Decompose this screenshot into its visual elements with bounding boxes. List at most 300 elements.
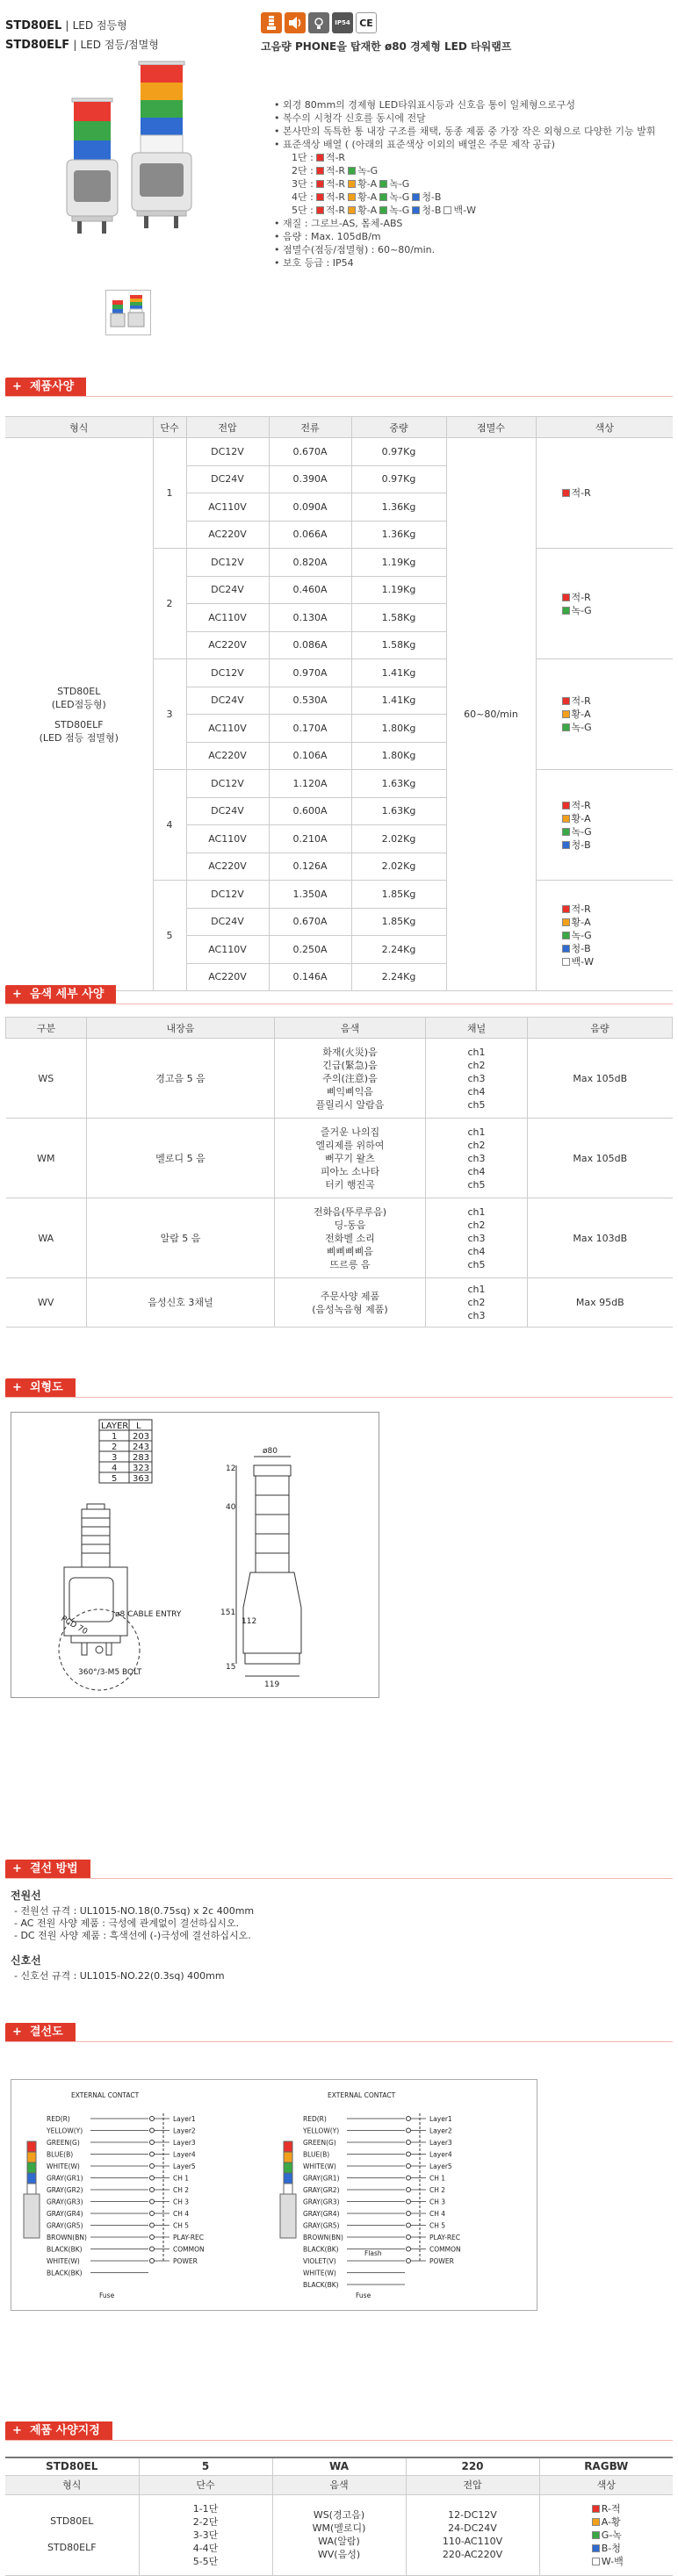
dim-40: 40 [226, 1503, 236, 1512]
wire-label: YELLOW(Y) [47, 2126, 83, 2135]
sound-volume: Max 103dB [528, 1198, 673, 1278]
order-voltage: 220-AC220V [442, 2549, 503, 2560]
spec-cell: DC24V [186, 465, 269, 493]
feature-list [274, 98, 669, 270]
order-color-name: R-적 [601, 2502, 621, 2515]
color-swatch-icon [444, 206, 451, 214]
contact-terminal [407, 2188, 411, 2192]
color-swatch-icon [562, 489, 570, 497]
contact-terminal [407, 2223, 411, 2227]
stage-color-name: 적-R [325, 178, 346, 190]
wire-label: RED(R) [47, 2115, 70, 2123]
spec-color-name: 녹-G [571, 722, 592, 733]
spec-color-row [537, 812, 674, 825]
sound-row [6, 1278, 673, 1328]
channel-item: ch2 [467, 1139, 486, 1151]
tone-item: 삐익삐익음 [326, 1085, 374, 1097]
color-swatch-icon [562, 607, 570, 615]
order-voltage: 110-AC110V [442, 2536, 503, 2547]
tone-item: 딩-동음 [334, 1219, 366, 1231]
spec-color-cell [536, 881, 673, 991]
contact-terminal [150, 2259, 155, 2263]
order-head-stage: 5 [139, 2457, 272, 2475]
color-swatch-icon [316, 193, 324, 201]
cert-icons [261, 12, 377, 35]
contact-label: CH 4 [173, 2210, 190, 2218]
order-label: 음색 [272, 2475, 406, 2494]
wire-label: GRAY(GR3) [303, 2198, 340, 2206]
wire-label: RED(R) [303, 2115, 327, 2123]
layer-num: 5 [112, 1474, 118, 1484]
layer-len: 283 [133, 1453, 150, 1463]
order-color [589, 2555, 624, 2568]
order-stage: 5-5단 [192, 2555, 219, 2567]
spec-color-name: 적-R [571, 591, 591, 603]
stage-label: 5단 : [292, 205, 314, 216]
spec-cell: 0.066A [269, 521, 351, 549]
order-voltages [406, 2494, 539, 2575]
spec-cell: 0.600A [269, 797, 351, 825]
spec-color-row [537, 604, 674, 617]
stage-color-name: 황-A [357, 178, 378, 190]
color-title: 표준색상 배열 ( (아래의 표준색상 이외의 배열은 주문 제작 공급) [283, 139, 555, 150]
lamp-layer-icon [27, 2141, 36, 2152]
order-voltage: 12-DC12V [448, 2509, 497, 2521]
feature-item: • 점멸수(점등/점멸형) : 60~80/min. [274, 243, 669, 256]
contact-label: Layer2 [429, 2126, 452, 2135]
stage-color-name: 녹-G [389, 205, 410, 216]
order-stages [139, 2494, 272, 2575]
product-subtitle: 고음량 PHONE을 탑재한 ø80 경제형 LED 타워램프 [261, 40, 512, 53]
cable-line: - DC 전원 사양 제품 : 흑색선에 (-)극성에 결선하십시오. [14, 1930, 251, 1941]
contact-label: CH 2 [173, 2186, 190, 2194]
sound-type: WS [6, 1039, 87, 1119]
color-swatch-icon [379, 180, 387, 188]
feature-item: • 복수의 시청각 신호를 동시에 전달 [274, 112, 669, 125]
stage-color-name: 적-R [325, 165, 346, 176]
spec-color-cell [536, 659, 673, 770]
spec-color-name: 황-A [571, 917, 591, 928]
spec-cell: 2.24Kg [351, 936, 446, 964]
spec-color-row [537, 708, 674, 721]
wire-label: BLACK(BK) [303, 2281, 339, 2289]
spec-color-row [537, 838, 674, 852]
feature-item: • 외경 80mm의 경제형 LED타워표시등과 신호음 통이 일체형으로구성 [274, 98, 669, 112]
diameter-label: ø80 [263, 1447, 278, 1456]
spec-cell: DC24V [186, 797, 269, 825]
stage-color-name: 적-R [325, 191, 346, 203]
spec-cell: AC110V [186, 604, 269, 632]
spec-cell: DC12V [186, 881, 269, 909]
spec-color-name: 녹-G [571, 930, 592, 941]
feature-item: • 음량 : Max. 105dB/m [274, 230, 669, 243]
product-header [0, 0, 678, 53]
lamp-layer-icon [27, 2152, 36, 2162]
contact-terminal [150, 2117, 155, 2121]
spec-cell: DC24V [186, 908, 269, 936]
spec-cell: AC220V [186, 521, 269, 549]
stage-label: 4단 : [292, 191, 314, 203]
product-thumbnail[interactable] [105, 290, 151, 335]
color-swatch-icon [592, 2544, 600, 2552]
spec-color-name: 적-R [571, 903, 591, 915]
contact-terminal [407, 2152, 411, 2156]
color-swatch-icon [592, 2558, 600, 2565]
section-title: 제품사양 [29, 380, 75, 393]
order-stage: 2-2단 [192, 2515, 219, 2528]
color-swatch-icon [562, 815, 570, 823]
feature-colors [274, 138, 669, 217]
tone-item: 삐삐삐삐음 [326, 1245, 374, 1257]
contact-label: Layer5 [173, 2162, 196, 2170]
sound-name: 음성신호 3채널 [87, 1278, 275, 1328]
spec-cell: AC110V [186, 825, 269, 853]
spec-cell: DC12V [186, 770, 269, 798]
ce-mark: CE [356, 12, 377, 33]
spec-cell: 1.63Kg [351, 770, 446, 798]
sound-type: WV [6, 1278, 87, 1328]
feature-item: • 본사만의 독특한 통 내장 구조를 채택, 동종 제품 중 가장 작은 외형으로 다양한 기능 발휘 [274, 125, 669, 138]
spec-cell: DC12V [186, 438, 269, 466]
contact-label: POWER [429, 2257, 454, 2265]
channel-item: ch3 [467, 1152, 486, 1164]
color-swatch-icon [562, 905, 570, 913]
led-icon [308, 12, 329, 33]
order-label: 형식 [5, 2475, 139, 2494]
contact-label: Layer2 [173, 2126, 196, 2135]
spec-row [5, 438, 673, 466]
spec-cell: 0.210A [269, 825, 351, 853]
contact-terminal [150, 2128, 155, 2133]
sound-volume: Max 105dB [528, 1039, 673, 1119]
spec-color-row [537, 799, 674, 812]
tone-item: 즐거운 나의집 [320, 1126, 380, 1138]
order-colors [539, 2494, 673, 2575]
spec-color-name: 황-A [571, 812, 591, 824]
spec-cell: 0.130A [269, 604, 351, 632]
stage-color-name: 황-A [357, 191, 378, 203]
dim-112: 112 [242, 1617, 257, 1626]
color-swatch-icon [592, 2531, 600, 2539]
wire-label: GRAY(GR5) [47, 2221, 83, 2230]
layer-header: L [136, 1421, 141, 1431]
contact-terminal [407, 2259, 411, 2263]
tower-lamp-icon [261, 12, 282, 33]
stage-color-row [292, 204, 669, 217]
layer-len: 323 [133, 1464, 150, 1473]
color-swatch-icon [379, 193, 387, 201]
stage-color-name: 청-B [422, 205, 442, 216]
stage-color-name: 녹-G [389, 191, 410, 203]
cable-line: - 신호선 규격 : UL1015-NO.22(0.3sq) 400mm [14, 1970, 225, 1982]
color-swatch-icon [348, 167, 356, 175]
ip54-badge: IP54 [332, 12, 353, 33]
spec-color-name: 백-W [571, 956, 594, 968]
color-swatch-icon [562, 723, 570, 731]
order-voltage: 24-DC24V [448, 2522, 497, 2534]
lamp-layer-icon [284, 2152, 292, 2162]
fuse-label: Fuse [99, 2292, 115, 2299]
spec-header-cell: 형식 [5, 417, 153, 438]
spec-cell: DC24V [186, 576, 269, 604]
spec-cell: 0.670A [269, 908, 351, 936]
spec-color-name: 적-R [571, 799, 591, 811]
spec-color-cell [536, 770, 673, 881]
section-title: 제품 사양지정 [29, 2424, 100, 2437]
dim-119: 119 [264, 1680, 280, 1689]
wire-label: GRAY(GR3) [47, 2198, 83, 2206]
stage-color-list [283, 151, 669, 217]
contact-label: CH 2 [429, 2186, 446, 2194]
spec-color-row [537, 825, 674, 838]
sound-tones [275, 1198, 426, 1278]
wire-label: VIOLET(V) [303, 2257, 336, 2265]
spec-header-cell: 단수 [153, 417, 186, 438]
external-contact-label: EXTERNAL CONTACT [71, 2091, 140, 2099]
channel-item: ch1 [467, 1126, 486, 1138]
channel-item: ch3 [467, 1072, 486, 1084]
spec-cell: 2.02Kg [351, 853, 446, 881]
stage-label: 3단 : [292, 178, 314, 190]
spec-table [5, 416, 673, 991]
lamp-layer-icon [284, 2141, 292, 2152]
sound-row [6, 1119, 673, 1198]
contact-terminal [407, 2128, 411, 2133]
spec-stage-cell: 4 [153, 770, 186, 881]
spec-color-row [537, 929, 674, 942]
layer-num: 1 [112, 1432, 118, 1442]
order-tone: WS(경고음) [313, 2509, 365, 2521]
order-color-name: A-황 [601, 2515, 621, 2528]
spec-color-cell [536, 549, 673, 659]
color-swatch-icon [562, 918, 570, 926]
tone-item: 플릴리시 알람음 [315, 1098, 385, 1111]
color-swatch-icon [316, 206, 324, 214]
layer-num: 3 [112, 1453, 118, 1463]
contact-label: CH 1 [173, 2174, 190, 2183]
order-color-name: W-백 [601, 2555, 624, 2567]
spec-cell: 0.97Kg [351, 438, 446, 466]
section-title: 외형도 [29, 1381, 63, 1394]
sound-volume: Max 105dB [528, 1119, 673, 1198]
sound-row [6, 1039, 673, 1119]
model-line-1: STD80EL | LED 점등형 [5, 19, 127, 32]
section-header-cable: + 결선 방법 [5, 1860, 90, 1879]
order-color [589, 2515, 624, 2529]
model-sub: (LED점등형) [51, 698, 106, 710]
order-table [5, 2457, 673, 2576]
product-image [53, 61, 263, 272]
cable-title: 전원선 [11, 1889, 41, 1902]
stage-color-row [292, 164, 669, 177]
stage-color-name: 녹-G [389, 178, 410, 190]
spec-cell: 1.120A [269, 770, 351, 798]
sound-tones [275, 1039, 426, 1119]
color-swatch-icon [562, 594, 570, 601]
lamp-body-icon [280, 2194, 296, 2238]
dim-12: 12 [226, 1464, 236, 1473]
spec-cell: AC220V [186, 853, 269, 881]
order-color [589, 2502, 624, 2515]
sound-header-cell: 구분 [6, 1018, 87, 1039]
contact-label: Layer1 [173, 2115, 196, 2123]
stage-color-row [292, 151, 669, 164]
order-head-color: RAGBW [539, 2457, 673, 2475]
wiring-diagram [11, 2079, 537, 2311]
wire-label: YELLOW(Y) [303, 2126, 340, 2135]
contact-label: Layer4 [173, 2150, 196, 2159]
contact-terminal [407, 2117, 411, 2121]
color-swatch-icon [592, 2505, 600, 2513]
layer-len: 363 [133, 1474, 150, 1484]
order-model: STD80ELF [47, 2542, 97, 2553]
order-tone: WV(음성) [317, 2549, 361, 2560]
section-header-dimension: + 외형도 [5, 1378, 76, 1398]
contact-terminal [150, 2223, 155, 2227]
color-swatch-icon [592, 2518, 600, 2526]
section-title: 결선도 [29, 2026, 63, 2039]
channel-item: ch1 [467, 1046, 486, 1058]
color-swatch-icon [562, 828, 570, 836]
contact-terminal [150, 2199, 155, 2204]
spec-cell: 1.19Kg [351, 576, 446, 604]
contact-label: Layer5 [429, 2162, 452, 2170]
spec-cell: 1.58Kg [351, 604, 446, 632]
layer-header: LAYER [101, 1421, 129, 1431]
color-swatch-icon [412, 206, 420, 214]
spec-cell: 1.41Kg [351, 687, 446, 715]
tone-item: 전화음(뚜루루음) [314, 1205, 386, 1218]
spec-cell: AC110V [186, 493, 269, 522]
feature-item: • 재질 : 그로브-AS, 몸체-ABS [274, 217, 669, 230]
contact-label: PLAY-REC [429, 2234, 461, 2241]
contact-terminal [407, 2212, 411, 2216]
layer-num: 4 [112, 1464, 118, 1473]
contact-label: PLAY-REC [173, 2234, 205, 2241]
order-stage: 4-4단 [192, 2542, 219, 2554]
order-tone: WM(멜로디) [312, 2522, 366, 2534]
sound-tones [275, 1119, 426, 1198]
contact-label: CH 3 [173, 2198, 190, 2206]
spec-color-name: 청-B [571, 838, 591, 851]
spec-color-row [537, 942, 674, 955]
spec-stage-cell: 2 [153, 549, 186, 659]
contact-label: CH 4 [429, 2210, 446, 2218]
spec-cell: 1.350A [269, 881, 351, 909]
spec-model-cell [5, 438, 153, 991]
cable-line: - 전원선 규격 : UL1015-NO.18(0.75sq) x 2c 400mm [14, 1905, 255, 1917]
layer-len: 203 [133, 1432, 150, 1442]
order-color-name: B-청 [601, 2542, 621, 2554]
order-label: 단수 [139, 2475, 272, 2494]
sound-name: 경고음 5 음 [87, 1039, 275, 1119]
stage-color-name: 적-R [325, 152, 346, 163]
lamp-3-stage-illustration [67, 98, 118, 234]
wire-label: GREEN(G) [47, 2139, 80, 2147]
order-stage: 3-3단 [192, 2529, 219, 2541]
sound-header-cell: 음색 [275, 1018, 426, 1039]
spec-color-row [537, 955, 674, 968]
spec-color-name: 적-R [571, 695, 591, 707]
stage-color-name: 청-B [422, 191, 442, 203]
sound-row [6, 1198, 673, 1278]
spec-color-row [537, 721, 674, 734]
section-title: 음색 세부 사양 [29, 988, 105, 1001]
spec-cell: 1.58Kg [351, 631, 446, 659]
lamp-5-stage-illustration [132, 61, 191, 228]
spec-cell: DC12V [186, 549, 269, 577]
spec-stage-cell: 5 [153, 881, 186, 991]
wire-label: BROWN(BN) [303, 2234, 343, 2241]
wire-label: BLACK(BK) [47, 2269, 83, 2277]
wire-label: BROWN(BN) [47, 2234, 87, 2241]
spec-cell: AC110V [186, 715, 269, 743]
contact-terminal [407, 2141, 411, 2145]
spec-header-cell: 점멸수 [446, 417, 536, 438]
cable-entry-label: ø8 CABLE ENTRY [115, 1610, 182, 1619]
channel-item: ch4 [467, 1165, 486, 1177]
spec-cell: 0.390A [269, 465, 351, 493]
tone-item: 터키 행진곡 [325, 1178, 375, 1191]
spec-cell: 0.126A [269, 853, 351, 881]
wire-label: GRAY(GR1) [47, 2174, 83, 2183]
spec-cell: 1.80Kg [351, 715, 446, 743]
order-head-tone: WA [272, 2457, 406, 2475]
spec-color-row [537, 486, 674, 500]
contact-label: COMMON [429, 2245, 461, 2254]
spec-cell: 1.41Kg [351, 659, 446, 687]
order-stage: 1-1단 [192, 2502, 219, 2515]
spec-cell: AC220V [186, 631, 269, 659]
spec-color-row [537, 591, 674, 604]
color-swatch-icon [316, 154, 324, 162]
spec-cell: 1.36Kg [351, 521, 446, 549]
spec-header-cell: 전류 [269, 417, 351, 438]
section-header-spec: + 제품사양 [5, 378, 86, 397]
tone-item: 뜨르릉 음 [329, 1258, 371, 1270]
tone-item: 주문사양 제품 [320, 1290, 380, 1302]
tone-item: 긴급(緊急)음 [322, 1059, 378, 1071]
sound-header-cell: 음량 [528, 1018, 673, 1039]
contact-terminal [150, 2141, 155, 2145]
color-swatch-icon [562, 710, 570, 718]
contact-label: Layer3 [173, 2139, 196, 2147]
contact-terminal [150, 2212, 155, 2216]
spec-cell: DC12V [186, 659, 269, 687]
channel-item: ch2 [467, 1297, 486, 1308]
spec-cell: 0.460A [269, 576, 351, 604]
section-header-wiring: + 결선도 [5, 2023, 76, 2042]
color-swatch-icon [562, 932, 570, 939]
order-tones [272, 2494, 406, 2575]
contact-label: CH 5 [173, 2221, 190, 2230]
order-label: 전압 [406, 2475, 539, 2494]
channel-item: ch4 [467, 1085, 486, 1097]
power-cable-info [11, 1889, 254, 1942]
wire-label: BLUE(B) [303, 2150, 330, 2159]
color-swatch-icon [562, 945, 570, 953]
channel-item: ch4 [467, 1245, 486, 1257]
contact-terminal [407, 2235, 411, 2240]
stage-color-row [292, 177, 669, 191]
tone-item: (음성녹음형 제품) [312, 1303, 388, 1315]
sound-channels [426, 1198, 528, 1278]
order-head-voltage: 220 [406, 2457, 539, 2475]
spec-cell: 2.24Kg [351, 963, 446, 991]
section-title: 결선 방법 [29, 1862, 78, 1875]
channel-item: ch1 [467, 1205, 486, 1218]
wire-label: BLUE(B) [47, 2150, 74, 2159]
